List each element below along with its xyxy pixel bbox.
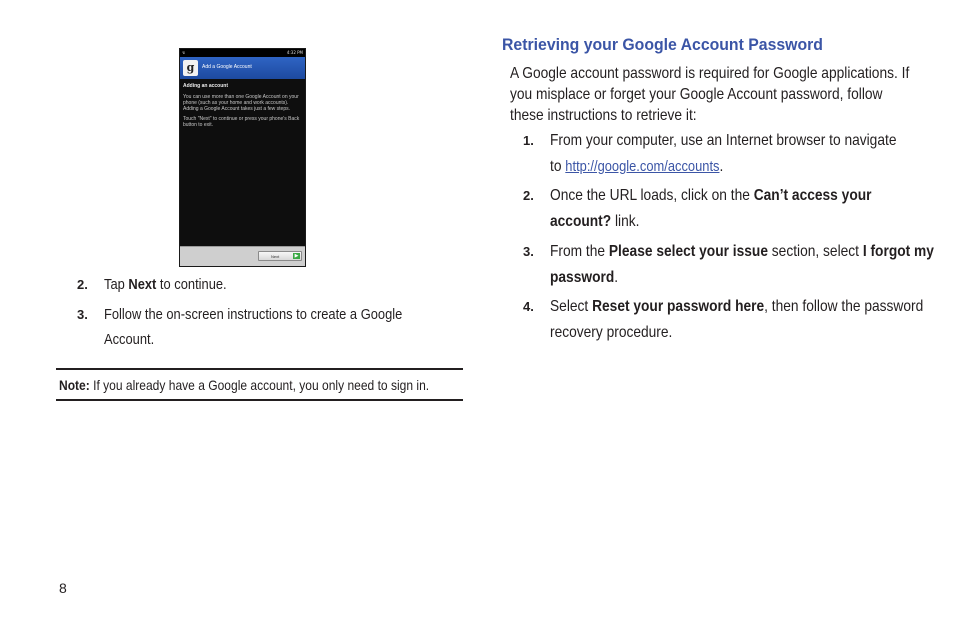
page-number: 8 xyxy=(59,580,67,596)
step-text: From your computer, use an Internet browser to navigate to http://google.com/accounts. xyxy=(550,132,897,175)
step-text: Tap Next to continue. xyxy=(104,276,227,293)
next-label: Next xyxy=(271,254,280,259)
phone-content xyxy=(183,83,304,132)
phone-bottom-bar xyxy=(180,246,305,266)
section-heading: Retrieving your Google Account Password xyxy=(502,35,823,54)
step-number: 3. xyxy=(523,244,534,259)
step-number: 3. xyxy=(77,307,88,322)
phone-heading: Adding an account xyxy=(183,83,228,89)
status-bar xyxy=(180,49,305,57)
status-time: 4:32 PM xyxy=(286,50,303,55)
step-text: From the Please select your issue section, select I forgot my password. xyxy=(550,243,934,286)
note-box xyxy=(56,368,463,401)
step-text: Once the URL loads, click on the Can’t access your account? link. xyxy=(550,187,872,230)
phone-title-bar xyxy=(180,57,305,79)
step-number: 1. xyxy=(523,133,534,148)
phone-screenshot xyxy=(179,48,306,267)
intro-paragraph: A Google account password is required for Google applications. If you misplace or forget your Google Account password, follow these instructions to retrieve it: xyxy=(510,65,910,124)
step-number: 4. xyxy=(523,299,534,314)
phone-paragraph: You can use more than one Google Account on your phone (such as your home and work accounts). Adding a Google Account takes just a few steps. xyxy=(183,94,299,112)
usb-icon: ↯ xyxy=(182,50,186,55)
step-number: 2. xyxy=(523,188,534,203)
step-text: Select Reset your password here, then follow the password recovery procedure. xyxy=(550,298,924,341)
google-accounts-link[interactable]: http://google.com/accounts xyxy=(565,158,720,175)
google-logo-icon: g xyxy=(183,60,198,76)
note-label: Note: xyxy=(59,377,90,393)
phone-title: Add a Google Account xyxy=(202,64,252,70)
step-number: 2. xyxy=(77,277,88,292)
next-button[interactable] xyxy=(258,251,302,261)
phone-paragraph: Touch "Next" to continue or press your phone's Back button to exit. xyxy=(183,116,300,128)
right-arrow-icon: ▶ xyxy=(294,253,299,259)
note-text: Note: If you already have a Google account, you only need to sign in. xyxy=(59,377,430,393)
step-text: Follow the on-screen instructions to create a Google Account. xyxy=(104,306,403,348)
